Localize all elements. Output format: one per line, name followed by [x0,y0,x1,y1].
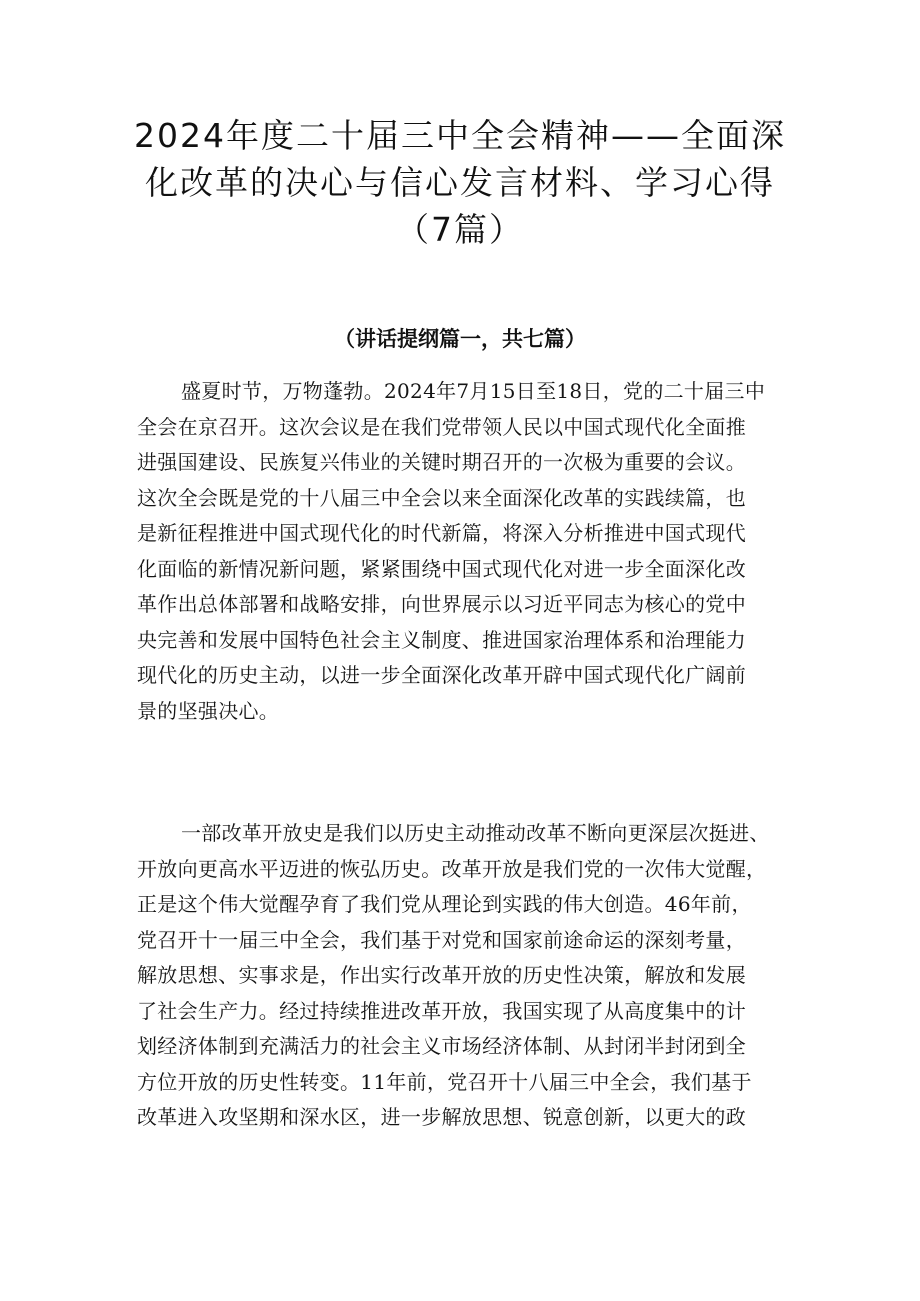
text-line: 景的坚强决心。 [137,698,280,723]
text-line: 盛夏时节，万物蓬勃。2024年7月15日至18日，党的二十届三中 [181,379,766,403]
body-paragraph-1 [0,374,920,729]
text-line: 这次全会既是党的十八届三中全会以来全面深化改革的实践续篇，也 [137,485,746,510]
text-line: 解放思想、实事求是，作出实行改革开放的历史性决策，解放和发展 [137,963,746,987]
text-line: 党召开十一届三中全会，我们基于对党和国家前途命运的深刻考量， [137,927,746,952]
title-line: （7篇） [396,210,524,249]
text-line: 进强国建设、民族复兴伟业的关键时期召开的一次极为重要的会议。 [137,450,746,474]
text-line: 正是这个伟大觉醒孕育了我们党从理论到实践的伟大创造。46年前， [137,892,752,916]
text-line: 一部改革开放史是我们以历史主动推动改革不断向更深层次挺进、 [181,821,770,845]
text-line: 是新征程推进中国式现代化的时代新篇，将深入分析推进中国式现代 [137,521,746,545]
text-line: 划经济体制到充满活力的社会主义市场经济体制、从封闭半封闭到全 [137,1034,746,1058]
document-title [130,112,790,253]
text-line: 方位开放的历史性转变。11年前，党召开十八届三中全会，我们基于 [137,1069,752,1094]
title-line: 2024年度二十届三中全会精神——全面深 [134,116,786,155]
text-line: 开放向更高水平迈进的恢弘历史。改革开放是我们党的一次伟大觉醒， [137,856,767,881]
body-paragraph-2 [0,816,920,1136]
title-line: 化改革的决心与信心发言材料、学习心得 [145,163,775,202]
text-line: 化面临的新情况新问题，紧紧围绕中国式现代化对进一步全面深化改 [137,556,746,581]
section-heading: （讲话提纲篇一，共七篇） [334,327,586,351]
text-line: 现代化的历史主动，以进一步全面深化改革开辟中国式现代化广阔前 [137,663,746,687]
text-line: 革作出总体部署和战略安排，向世界展示以习近平同志为核心的党中 [137,592,746,616]
text-line: 央完善和发展中国特色社会主义制度、推进国家治理体系和治理能力 [137,627,746,652]
text-line: 改革进入攻坚期和深水区，进一步解放思想、锐意创新，以更大的政 [137,1105,746,1129]
text-line: 了社会生产力。经过持续推进改革开放，我国实现了从高度集中的计 [137,998,746,1023]
text-line: 全会在京召开。这次会议是在我们党带领人民以中国式现代化全面推 [137,414,746,439]
